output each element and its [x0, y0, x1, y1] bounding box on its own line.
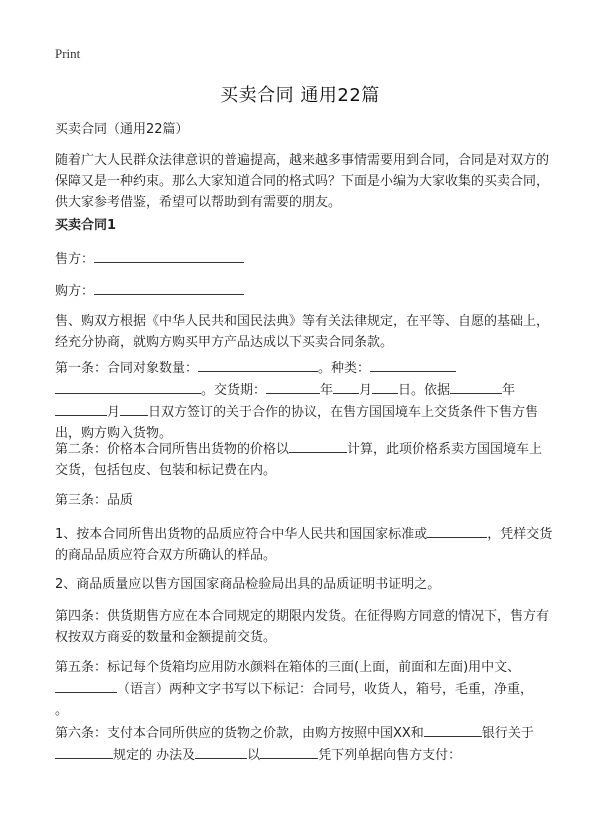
method-blank[interactable] — [195, 744, 247, 759]
buyer-line — [55, 280, 555, 302]
buyer-blank[interactable] — [94, 280, 244, 295]
article-2: 第二条：价格本合同所售出货物的价格以 计算，此项价格系卖方国国境车上交货，包括包皮、包装和标记费在内。 — [55, 438, 555, 481]
seller-blank[interactable] — [94, 248, 244, 263]
delivery-month-blank[interactable] — [333, 379, 359, 394]
basis-year-blank-2[interactable] — [55, 401, 107, 416]
type-blank-cont[interactable] — [55, 379, 201, 394]
basis-year-blank[interactable] — [450, 379, 502, 394]
article-5: 第五条：标记每个货箱均应用防水颜料在箱体的三面(上面，前面和左面)用中文、（语言）两种文字书写以下标记：合同号，收货人，箱号，毛重，净重， 。 — [55, 660, 534, 718]
article-6: 第六条：支付本合同所供应的货物之价款，由购方按照中国XX和 银行关于规定的 办法及 以 凭下列单据向售方支付： — [55, 722, 555, 766]
seller-label: 售方： — [55, 252, 95, 267]
article-1: 第一条：合同对象数量： 。种类：。交货期： 年 月 日。依据 年 月 日双方签订的关于合作的协议，在售方国国境车上交货条件下售方售出，购方购入货物。 — [55, 357, 555, 444]
regulation-blank[interactable] — [55, 744, 113, 759]
document-subtitle: 买卖合同（通用22篇） — [55, 122, 189, 137]
article-3-item-1: 1、按本合同所售出货物的品质应符合中华人民共和国国家标准或 ，凭样交货的商品品质应符合双方所确认的样品。 — [55, 523, 555, 566]
print-link[interactable]: Print — [55, 46, 81, 61]
bank-blank[interactable] — [424, 722, 482, 737]
quantity-blank[interactable] — [198, 357, 318, 372]
document-title: 买卖合同 通用22篇 — [220, 85, 380, 106]
payment-form-blank[interactable] — [260, 744, 318, 759]
basis-month-blank[interactable] — [120, 401, 148, 416]
section-heading: 买卖合同1 — [55, 218, 117, 233]
buyer-label: 购方： — [55, 284, 95, 299]
article-4: 第四条：供货期售方应在本合同规定的期限内发货。在征得购方同意的情况下，售方有权按双方商妥的数量和金额提前交货。 — [55, 609, 550, 645]
delivery-day-blank[interactable] — [372, 379, 398, 394]
preamble-paragraph: 售、购双方根据《中华人民共和国民法典》等有关法律规定，在平等、自愿的基础上，经充分协商，就购方购买甲方产品达成以下买卖合同条款。 — [55, 314, 550, 350]
seller-line — [55, 248, 555, 270]
language-blank[interactable] — [55, 678, 117, 693]
delivery-year-blank[interactable] — [266, 379, 320, 394]
price-basis-blank[interactable] — [289, 438, 347, 453]
article-3-heading: 第三条：品质 — [55, 493, 134, 508]
standard-blank[interactable] — [427, 523, 487, 538]
intro-paragraph: 随着广大人民群众法律意识的普遍提高，越来越多事情需要用到合同，合同是对双方的保障又是一种约束。那么大家知道合同的格式吗？下面是小编为大家收集的买卖合同，供大家参考借鉴，希望可以帮助到有需要的朋友。 — [55, 153, 550, 210]
type-blank[interactable] — [370, 357, 456, 372]
article-3-item-2: 2、商品质量应以售方国国家商品检验局出具的品质证明书证明之。 — [55, 577, 441, 592]
